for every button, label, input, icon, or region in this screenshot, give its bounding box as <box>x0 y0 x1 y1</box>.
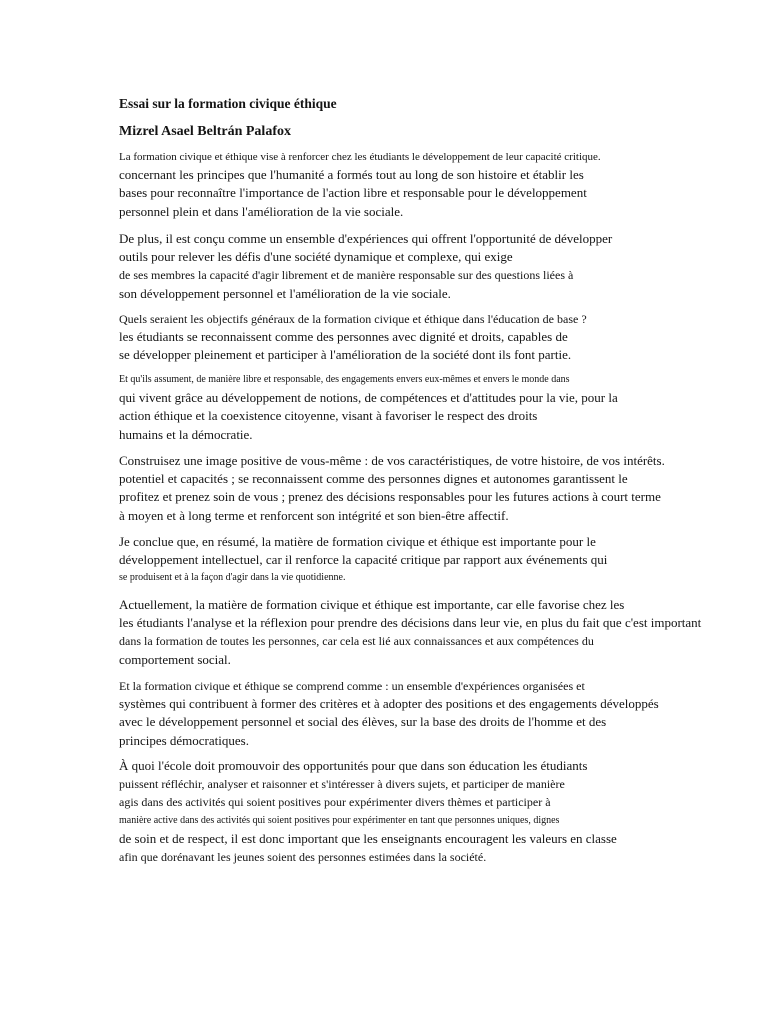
paragraph-line: développement intellectuel, car il renforce la capacité critique par rapport aux événements qui <box>119 552 608 568</box>
paragraph-line: les étudiants l'analyse et la réflexion pour prendre des décisions dans leur vie, en plus du fait que c'est important <box>119 615 702 631</box>
paragraph-line: La formation civique et éthique vise à renforcer chez les étudiants le développement de leur capacité critique. <box>119 151 601 163</box>
paragraph-line: afin que dorénavant les jeunes soient des personnes estimées dans la société. <box>119 849 487 864</box>
paragraph-line: humains et la démocratie. <box>119 426 253 442</box>
paragraph-line: Actuellement, la matière de formation civique et éthique est importante, car elle favorise chez les <box>119 597 625 612</box>
paragraph <box>119 148 601 221</box>
paragraph-line: à moyen et à long terme et renforcent son intégrité et son bien-être affectif. <box>119 507 509 523</box>
paragraph-line: outils pour relever les défis d'une société dynamique et complexe, qui exige <box>119 249 513 265</box>
paragraph-line: comportement social. <box>119 651 231 667</box>
paragraph <box>119 310 587 365</box>
paragraph-line: Construisez une image positive de vous-même : de vos caractéristiques, de votre histoire, de vos intérêts. <box>119 453 665 468</box>
paragraph-line: avec le développement personnel et social des élèves, sur la base des droits de l'homme et des <box>119 714 607 730</box>
paragraph-line: concernant les principes que l'humanité a formés tout au long de son histoire et établir les <box>119 167 584 183</box>
paragraph-line: À quoi l'école doit promouvoir des opportunités pour que dans son éducation les étudiants <box>119 758 588 773</box>
paragraph <box>119 230 612 303</box>
paragraph-line: son développement personnel et l'amélioration de la vie sociale. <box>119 285 451 301</box>
paragraph-line: personnel plein et dans l'amélioration de la vie sociale. <box>119 203 404 219</box>
paragraph-line: action éthique et la coexistence citoyenne, visant à favoriser le respect des droits <box>119 408 538 424</box>
paragraph-line: les étudiants se reconnaissent comme des personnes avec dignité et droits, capables de <box>119 329 568 345</box>
paragraph-line: principes démocratiques. <box>119 732 249 748</box>
paragraph-line: systèmes qui contribuent à former des critères et à adopter des positions et des engagements développés <box>119 696 659 712</box>
paragraph-line: potentiel et capacités ; se reconnaissent comme des personnes dignes et autonomes garantissent le <box>119 471 628 487</box>
document-title: Essai sur la formation civique éthique <box>119 96 337 111</box>
paragraph-line: Quels seraient les objectifs généraux de la formation civique et éthique dans l'éducation de base ? <box>119 312 587 326</box>
paragraph <box>119 371 618 444</box>
paragraph <box>119 757 617 866</box>
paragraph-line: manière active dans des activités qui soient positives pour expérimenter en tant que personnes uniques, dignes <box>119 814 560 826</box>
paragraph-line: profitez et prenez soin de vous ; prenez des décisions responsables pour les futures actions à court terme <box>119 489 661 505</box>
paragraph-line: qui vivent grâce au développement de notions, de compétences et d'attitudes pour la vie, pour la <box>119 390 618 406</box>
paragraph-line: Et qu'ils assument, de manière libre et responsable, des engagements envers eux-mêmes et envers le monde dans <box>119 374 570 385</box>
paragraph-line: se produisent et à la façon d'agir dans la vie quotidienne. <box>119 572 346 584</box>
paragraph <box>119 596 701 669</box>
document-author: Mizrel Asael Beltrán Palafox <box>119 124 291 139</box>
paragraph-line: de soin et de respect, il est donc important que les enseignants encouragent les valeurs en classe <box>119 830 617 846</box>
paragraph <box>119 452 665 525</box>
paragraph <box>119 533 607 588</box>
paragraph-line: Et la formation civique et éthique se comprend comme : un ensemble d'expériences organisées et <box>119 679 585 693</box>
paragraph-line: de ses membres la capacité d'agir librement et de manière responsable sur des questions liées à <box>119 268 574 283</box>
paragraph-line: puissent réfléchir, analyser et raisonner et s'intéresser à divers sujets, et participer de manière <box>119 777 565 792</box>
paragraph-line: dans la formation de toutes les personnes, car cela est lié aux connaissances et aux compétences du <box>119 634 594 649</box>
paragraph-line: Je conclue que, en résumé, la matière de formation civique et éthique est importante pour le <box>119 534 596 549</box>
paragraph-line: De plus, il est conçu comme un ensemble d'expériences qui offrent l'opportunité de développer <box>119 231 613 246</box>
paragraph-line: bases pour reconnaître l'importance de l'action libre et responsable pour le développement <box>119 185 587 201</box>
paragraph-line: se développer pleinement et participer à l'amélioration de la société dont ils font partie. <box>119 347 572 363</box>
paragraph-line: agis dans des activités qui soient positives pour expérimenter divers thèmes et participer à <box>119 795 551 810</box>
paragraph <box>119 677 659 750</box>
